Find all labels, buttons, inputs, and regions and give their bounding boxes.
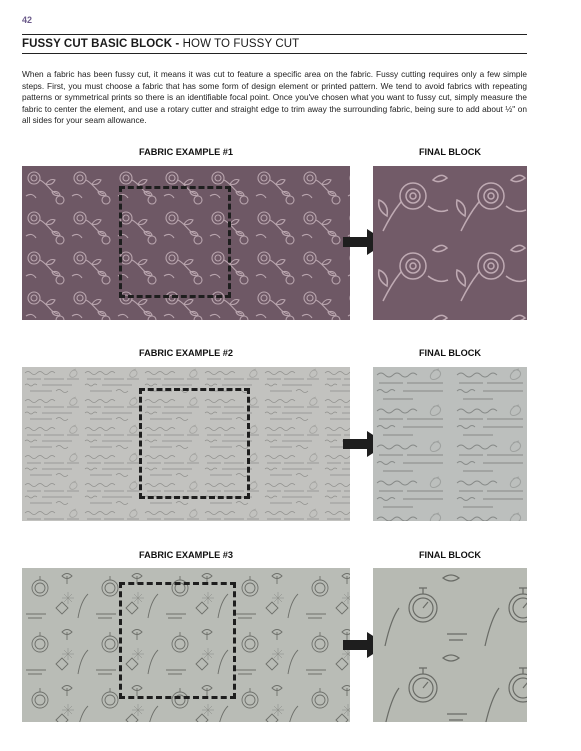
- final-block-2-image: [373, 367, 527, 521]
- fabric-example-2-image: [22, 367, 350, 521]
- intro-paragraph: When a fabric has been fussy cut, it means it was cut to feature a specific area on the fabric. Fussy cutting requires only a few simple steps. First, you must choose a fabric that has some form of design element or printed pattern. We tend to avoid fabrics with repeating patterns or symmetrical prints so there is an identifiable focal point. Once you've chosen what you want to fussy cut, simply measure the fabric to center the element, and use a rotary cutter and straight edge to trim away the surrounding fabric, being sure to add about ½" on all sides for your seam allowance.: [22, 69, 527, 126]
- page-number: 42: [22, 15, 33, 25]
- page-title: FUSSY CUT BASIC BLOCK - HOW TO FUSSY CUT: [22, 38, 300, 50]
- fabric-example-3-image: [22, 568, 350, 722]
- header-top-rule: [22, 34, 527, 35]
- fabric-example-1-image: [22, 166, 350, 320]
- final-block-1-label: FINAL BLOCK: [418, 147, 482, 157]
- fussy-cut-frame-1: [119, 186, 231, 298]
- fussy-cut-frame-2: [139, 388, 250, 499]
- example-3-label: FABRIC EXAMPLE #3: [139, 550, 233, 560]
- final-block-3-image: [373, 568, 527, 722]
- fussy-cut-frame-3: [119, 582, 236, 699]
- example-1-label: FABRIC EXAMPLE #1: [139, 147, 233, 157]
- final-block-1-image: [373, 166, 527, 320]
- example-2-label: FABRIC EXAMPLE #2: [139, 348, 233, 358]
- header-bottom-rule: [22, 53, 527, 54]
- final-block-3-label: FINAL BLOCK: [418, 550, 482, 560]
- final-block-2-label: FINAL BLOCK: [418, 348, 482, 358]
